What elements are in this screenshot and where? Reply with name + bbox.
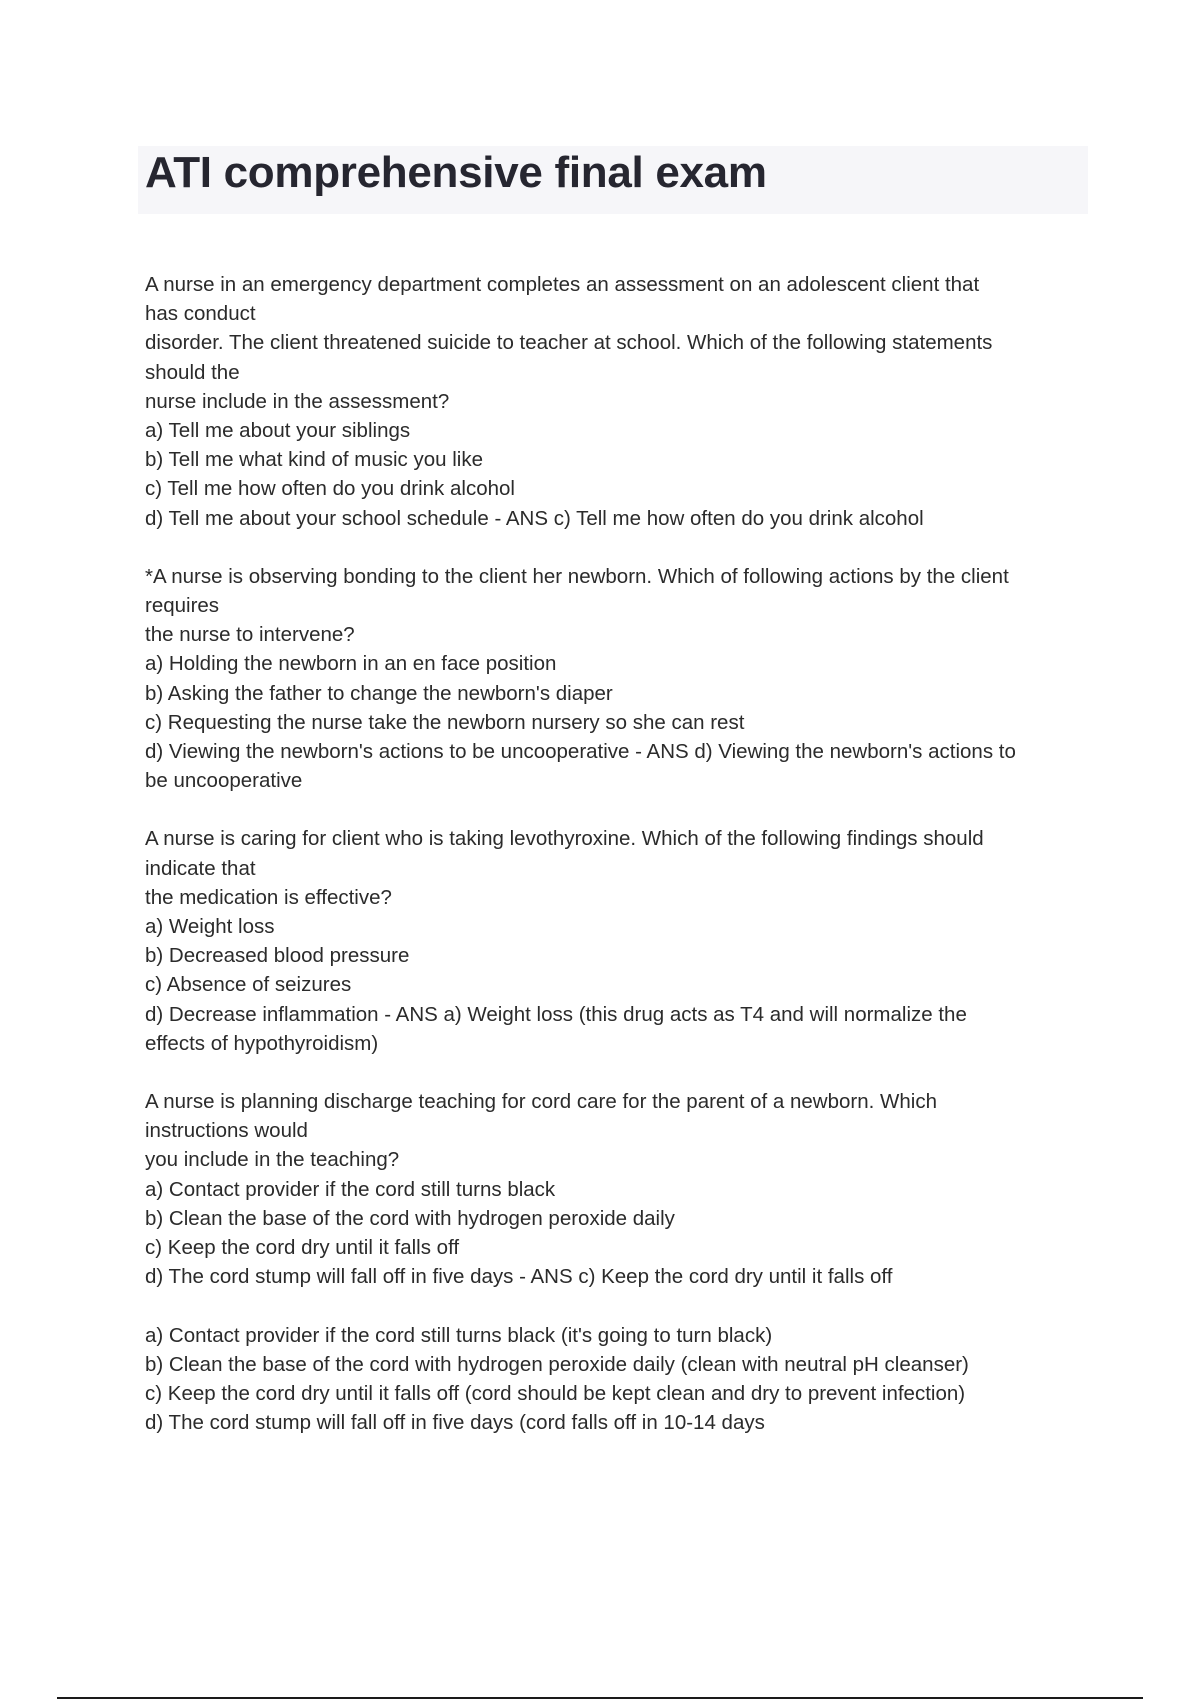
answer-option-c: c) Requesting the nurse take the newborn nursery so she can rest [145,710,745,734]
answer-option-a: a) Holding the newborn in an en face position [145,652,557,676]
answer-option-d-with-answer: d) Decrease inflammation - ANS a) Weight loss (this drug acts as T4 and will normalize the [145,1002,967,1026]
answer-option-c: c) Absence of seizures [145,973,352,997]
question-text: has conduct [145,302,256,326]
question-text: A nurse in an emergency department completes an assessment on an adolescent client that [145,273,980,296]
rationale-a: a) Contact provider if the cord still turns black (it's going to turn black) [145,1323,773,1347]
footer-divider [57,1697,1143,1699]
answer-option-a: a) Contact provider if the cord still turns black [145,1177,556,1201]
question-text: the nurse to intervene? [145,623,355,647]
question-text: the medication is effective? [145,885,392,909]
answer-continuation: be uncooperative [145,769,303,793]
question-block-3 [145,824,1105,1058]
question-text: indicate that [145,856,256,880]
answer-option-a: a) Weight loss [145,915,275,939]
rationale-c: c) Keep the cord dry until it falls off (cord should be kept clean and dry to prevent infection) [145,1381,966,1405]
question-text: requires [145,594,220,618]
question-text: A nurse is caring for client who is taking levothyroxine. Which of the following findings should [145,827,984,851]
question-text: *A nurse is observing bonding to the client her newborn. Which of following actions by the client [145,564,1009,588]
answer-option-b: b) Clean the base of the cord with hydrogen peroxide daily [145,1206,675,1230]
question-text: disorder. The client threatened suicide to teacher at school. Which of the following statements [145,331,993,355]
question-block-4 [145,1087,1105,1291]
answer-option-d-with-answer: d) The cord stump will fall off in five days - ANS c) Keep the cord dry until it falls off [145,1265,893,1289]
rationale-block [145,1321,1105,1438]
answer-option-c: c) Tell me how often do you drink alcohol [145,477,515,501]
answer-option-b: b) Tell me what kind of music you like [145,448,484,472]
answer-continuation: effects of hypothyroidism) [145,1031,379,1055]
rationale-b: b) Clean the base of the cord with hydrogen peroxide daily (clean with neutral pH cleanser) [145,1352,969,1376]
question-text: nurse include in the assessment? [145,389,450,413]
document-body [145,270,1105,1466]
answer-option-b: b) Decreased blood pressure [145,944,410,968]
question-text: instructions would [145,1119,308,1143]
rationale-d: d) The cord stump will fall off in five days (cord falls off in 10-14 days [145,1411,765,1435]
question-text: you include in the teaching? [145,1148,400,1172]
answer-option-d-with-answer: d) Viewing the newborn's actions to be uncooperative - ANS d) Viewing the newborn's actions to [145,740,1016,764]
document-title: ATI comprehensive final exam [145,148,767,197]
answer-option-b: b) Asking the father to change the newborn's diaper [145,681,613,705]
question-block-1 [145,270,1105,533]
question-text: should the [145,360,240,384]
question-block-2 [145,562,1105,796]
question-text: A nurse is planning discharge teaching for cord care for the parent of a newborn. Which [145,1090,937,1114]
answer-option-a: a) Tell me about your siblings [145,419,411,443]
answer-option-d-with-answer: d) Tell me about your school schedule - ANS c) Tell me how often do you drink alcohol [145,506,924,530]
answer-option-c: c) Keep the cord dry until it falls off [145,1236,460,1260]
